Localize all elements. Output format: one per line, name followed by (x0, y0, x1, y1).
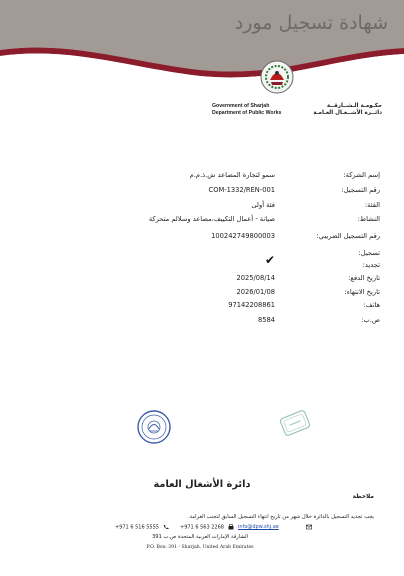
note-title: ملاحظة (352, 494, 374, 500)
field-label: النشاط: (357, 215, 380, 223)
field-value: 97142208861 (228, 301, 275, 309)
field-value: 100242749800003 (211, 232, 275, 240)
phone-number: +971 6 516 5555 (115, 524, 159, 531)
field-row-registration (0, 249, 404, 261)
field-row-po-box (0, 316, 404, 328)
field-row-phone (0, 301, 404, 313)
field-label: تاريخ الدفع: (348, 274, 380, 282)
department-name: دائرة الأشغال العامة (153, 479, 251, 490)
note-text: يجب تجديد التسجيل بالدائرة خلال شهر من تاريخ انتهاء التسجيل السابق لتجنب الغرامة. (187, 514, 374, 520)
field-value: 2025/08/14 (236, 274, 275, 282)
footer-phone (115, 524, 169, 533)
sharjah-emblem-icon (260, 60, 294, 94)
field-label: تجديد: (362, 261, 380, 269)
field-row-tax-number (0, 232, 404, 244)
field-label: ص.ب: (361, 316, 380, 324)
footer-email (238, 524, 279, 533)
field-label: هاتف: (363, 301, 380, 309)
field-label: إسم الشركة: (343, 171, 380, 179)
field-row-registration-number (0, 186, 404, 198)
field-value: فئة أولى (251, 201, 275, 209)
footer-email-icon-wrap (304, 524, 312, 533)
field-value: صيانة - أعمال التكييف،مصاعد وسلالم متحركة (148, 215, 275, 223)
footer-fax (180, 524, 234, 533)
gov-ar-line1: حكـومـة الـشــارقــة (326, 103, 382, 109)
field-value: سمو لتجارة المصاعد ش.ذ.م.م (189, 171, 275, 179)
field-row-payment-date (0, 274, 404, 286)
government-name-english (212, 103, 290, 117)
field-row-category (0, 201, 404, 213)
field-row-company-name (0, 171, 404, 183)
gov-en-line2: Department of Public Works (212, 110, 282, 116)
government-name-arabic (302, 103, 382, 117)
field-value: COM-1332/REN-001 (208, 186, 275, 194)
envelope-icon (306, 524, 312, 530)
email-link[interactable]: info@dpw.shj.ae (238, 524, 279, 530)
paid-stamp (276, 405, 314, 440)
government-logo (212, 60, 382, 124)
address-arabic: الشارقة الإمارات العربية المتحدة ص.ب 391 (151, 534, 249, 540)
field-label: رقم التسجيل: (341, 186, 380, 194)
fax-icon (228, 524, 234, 530)
page-title: شهادة تسجيل مورد (234, 12, 388, 34)
field-label: تاريخ الانتهاء: (344, 288, 380, 296)
gov-ar-line2: دائــرة الأشــغـال العـامـة (313, 110, 382, 116)
address-english: P.O. Box: 391 - Sharjah, United Arab Emirates (146, 545, 254, 550)
official-seal-stamp (136, 409, 172, 445)
field-label: رقم التسجيل الضريبي: (316, 232, 380, 240)
gov-en-line1: Government of Sharjah (212, 103, 270, 109)
field-label: الفئة: (364, 201, 380, 209)
field-label: تسجيل: (358, 249, 380, 257)
field-value: 2026/01/08 (236, 288, 275, 296)
renewal-checkmark-icon: ✔ (264, 253, 275, 267)
fax-number: +971 6 563 2268 (180, 524, 224, 531)
field-row-renewal (0, 261, 404, 273)
field-value: 8584 (257, 316, 275, 324)
field-row-expiry-date (0, 288, 404, 300)
phone-icon (163, 524, 169, 530)
field-row-activity (0, 215, 404, 227)
